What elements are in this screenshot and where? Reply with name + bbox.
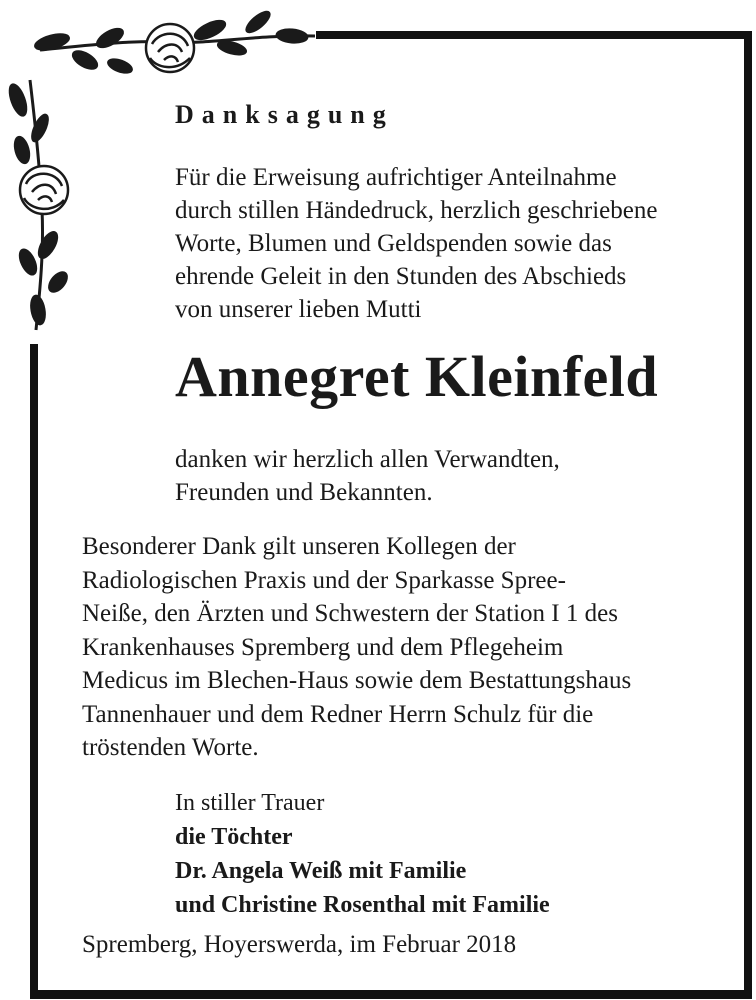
place-date: Spremberg, Hoyerswerda, im Februar 2018 [82,931,517,958]
special-line: Radiologischen Praxis und der Sparkasse Spree- [82,566,566,594]
special-line: Neiße, den Ärzten und Schwestern der Station I 1 des [82,600,618,627]
special-line: Besonderer Dank gilt unseren Kollegen der [82,533,516,560]
frame-right-border [744,31,752,999]
special-thanks-paragraph [82,530,742,765]
deceased-name: Annegret Kleinfeld [175,344,659,409]
signature-block [175,786,550,922]
frame-bottom-border [30,990,752,999]
special-line: Krankenhauses Spremberg und dem Pflegeheim [82,633,564,661]
frame-left-border [30,344,38,999]
special-line: Medicus im Blechen-Haus sowie dem Bestattungshaus [82,667,632,694]
intro-line: Für die Erweisung aufrichtiger Anteilnahme [175,164,617,191]
intro-paragraph [175,161,657,326]
thanks-line: danken wir herzlich allen Verwandten, [175,446,560,473]
top-rose [146,24,194,72]
intro-line: Worte, Blumen und Geldspenden sowie das [175,230,612,257]
signer-line: Dr. Angela Weiß mit Familie [175,858,467,884]
mourning-line: In stiller Trauer [175,790,325,816]
frame-top-border [316,31,752,39]
special-line: Tannenhauer und dem Redner Herrn Schulz für die [82,700,594,728]
left-rose [20,166,68,214]
intro-line: ehrende Geleit in den Stunden des Abschieds [175,263,627,290]
intro-line: durch stillen Händedruck, herzlich geschriebene [175,197,658,224]
special-line: tröstenden Worte. [82,734,259,761]
signer-line: die Töchter [175,824,293,850]
thanks-line: Freunden und Bekannten. [175,479,433,506]
thanks-paragraph [175,443,560,509]
intro-line: von unserer lieben Mutti [175,296,422,323]
signer-line: und Christine Rosenthal mit Familie [175,892,550,918]
heading: Danksagung [175,100,394,129]
